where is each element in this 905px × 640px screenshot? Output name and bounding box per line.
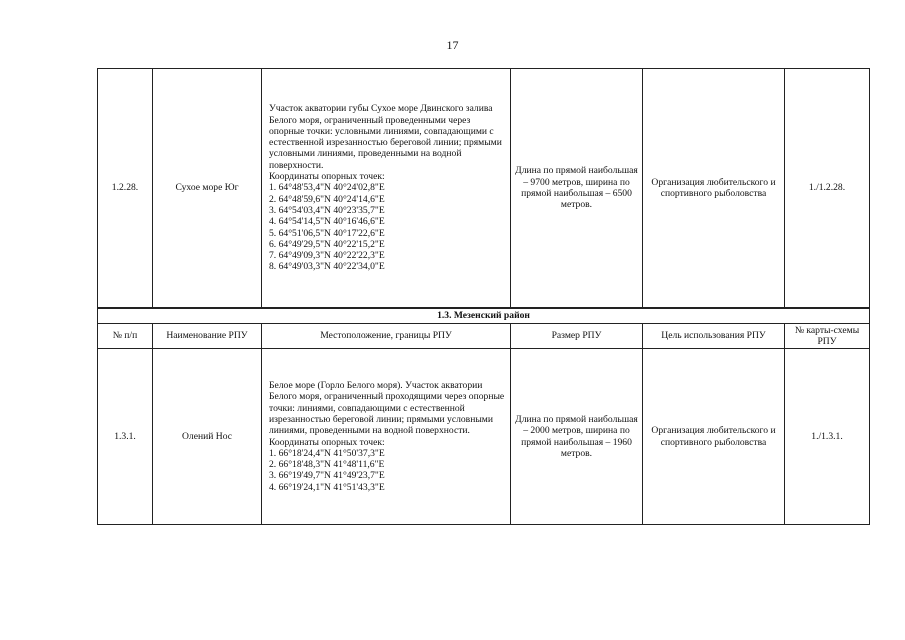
- coord-point: 7. 64°49'09,3"N 40°22'22,3"E: [269, 250, 385, 262]
- header-num: № п/п: [98, 324, 153, 349]
- coord-point: 4. 64°54'14,5"N 40°16'46,6"E: [269, 216, 385, 228]
- coord-point: 6. 64°49'29,5"N 40°22'15,2"E: [269, 238, 385, 250]
- section-title: 1.3. Мезенский район: [98, 309, 870, 324]
- rpu-size: Длина по прямой наибольшая – 2000 метров, ширина по прямой наибольшая – 1960 метров.: [511, 349, 643, 525]
- header-name: Наименование РПУ: [153, 324, 262, 349]
- location-description: Участок акватории губы Сухое море Двинского залива Белого моря, ограниченный проведенными через опорные точки: условными линиями, совпадающими с естественной изрезанностью береговой линии; прямыми условными линиями, проведенными на водной поверхности.: [269, 103, 502, 171]
- rpu-table: [97, 68, 870, 525]
- row-number: 1.2.28.: [98, 69, 153, 308]
- rpu-name: Олений Нос: [153, 349, 262, 525]
- row-number: 1.3.1.: [98, 349, 153, 525]
- header-purpose: Цель использования РПУ: [643, 324, 785, 349]
- rpu-purpose: Организация любительского и спортивного рыболовства: [643, 69, 785, 308]
- coord-point: 2. 66°18'48,3"N 41°48'11,6"E: [269, 459, 385, 471]
- rpu-location: [262, 349, 511, 525]
- table-row: [98, 69, 870, 308]
- coord-point: 3. 66°19'49,7"N 41°49'23,7"E: [269, 470, 385, 482]
- coord-point: 2. 64°48'59,6"N 40°24'14,6"E: [269, 193, 385, 205]
- header-row: [98, 324, 870, 349]
- coords-list: [269, 182, 506, 272]
- coord-point: 5. 64°51'06,5"N 40°17'22,6"E: [269, 227, 385, 239]
- header-map-number: № карты-схемы РПУ: [785, 324, 870, 349]
- rpu-location: [262, 69, 511, 308]
- coord-point: 1. 64°48'53,4"N 40°24'02,8"E: [269, 182, 385, 194]
- coord-point: 8. 64°49'03,3"N 40°22'34,0"E: [269, 261, 385, 273]
- header-location: Местоположение, границы РПУ: [262, 324, 511, 349]
- coord-point: 1. 66°18'24,4"N 41°50'37,3"E: [269, 447, 385, 459]
- coords-list: [269, 448, 506, 493]
- table-row: [98, 349, 870, 525]
- rpu-size: Длина по прямой наибольшая – 9700 метров, ширина по прямой наибольшая – 6500 метров.: [511, 69, 643, 308]
- page-number: 17: [446, 38, 459, 52]
- section-row: [98, 309, 870, 324]
- coord-point: 3. 64°54'03,4"N 40°23'35,7"E: [269, 204, 385, 216]
- location-description: Белое море (Горло Белого моря). Участок акватории Белого моря, ограниченный проходящими через опорные точки: линиями, совпадающими с естественной изрезанностью береговой линии; прямыми условными линиями, проведенными на водной поверхности.: [269, 380, 505, 437]
- coords-title: Координаты опорных точек:: [269, 171, 385, 183]
- rpu-purpose: Организация любительского и спортивного рыболовства: [643, 349, 785, 525]
- coord-point: 4. 66°19'24,1"N 41°51'43,3"E: [269, 481, 385, 493]
- coords-title: Координаты опорных точек:: [269, 436, 385, 448]
- map-number: 1./1.2.28.: [785, 69, 870, 308]
- header-size: Размер РПУ: [511, 324, 643, 349]
- map-number: 1./1.3.1.: [785, 349, 870, 525]
- rpu-name: Сухое море Юг: [153, 69, 262, 308]
